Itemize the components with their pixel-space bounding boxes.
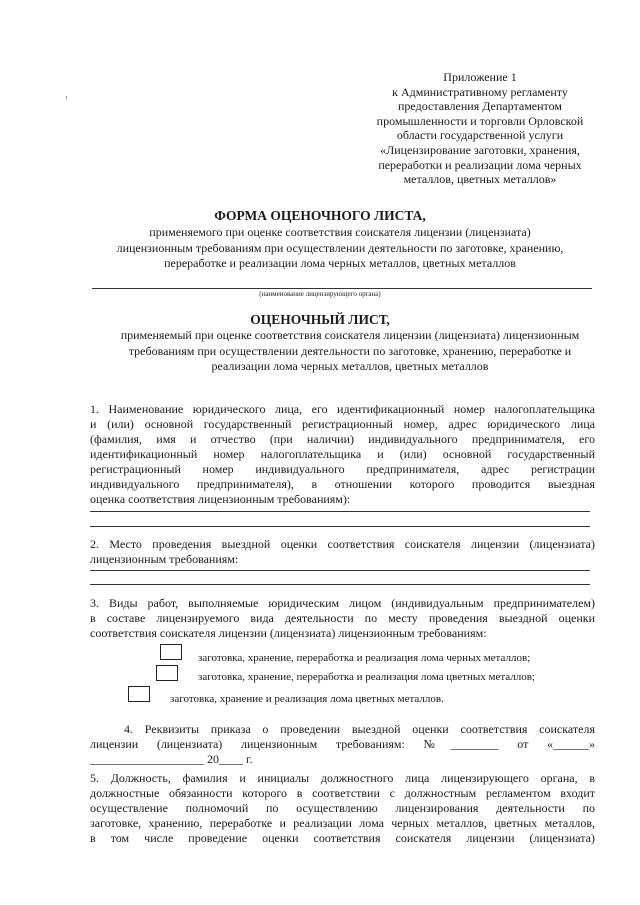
item-4-line: 4. Реквизиты приказа о проведении выездной оценки соответствия соискателя xyxy=(124,722,595,736)
form-title: ФОРМА ОЦЕНОЧНОГО ЛИСТА, xyxy=(214,208,426,223)
appendix-line: Приложение 1 xyxy=(443,70,517,84)
item-1-line: идентификационный номер налогоплательщика и (или) основной государственный xyxy=(90,447,595,461)
item-1-line: индивидуального предпринимателя), в отношении которого проводится выездная xyxy=(90,477,595,491)
item-2-fill-line[interactable] xyxy=(90,584,590,585)
checkbox-nonferrous-partial[interactable] xyxy=(128,686,150,702)
item-4-text xyxy=(90,722,595,767)
item-3-line: соответствия соискателя лицензии (лицензиата) лицензионным требованиям: xyxy=(90,626,487,640)
checkbox-label: заготовка, хранение и реализация лома цветных металлов. xyxy=(170,693,444,705)
checkbox-nonferrous-full[interactable] xyxy=(156,665,178,681)
org-name-line[interactable] xyxy=(92,288,592,289)
form-subtitle-line: лицензионным требованиям при осуществлении деятельности по заготовке, хранению, xyxy=(116,240,564,255)
sheet-subtitle-line: реализации лома черных металлов, цветных металлов xyxy=(211,359,489,373)
sheet-subtitle-line: применяемый при оценке соответствия соискателя лицензии (лицензиата) лицензионным xyxy=(120,328,580,342)
form-subtitle xyxy=(60,225,620,272)
checkbox-ferrous-full[interactable] xyxy=(160,644,182,660)
sheet-title: ОЦЕНОЧНЫЙ ЛИСТ, xyxy=(250,312,390,327)
item-3-text xyxy=(90,596,595,641)
item-2-line: 2. Место проведения выездной оценки соответствия соискателя лицензии (лицензиата) xyxy=(90,537,595,551)
org-caption: (наименование лицензирующего органа) xyxy=(259,290,381,298)
item-1-fill-line[interactable] xyxy=(90,526,590,527)
appendix-line: области государственной услуги xyxy=(396,128,564,143)
appendix-line: к Административному регламенту xyxy=(392,84,568,99)
checkbox-label: заготовка, хранение, переработка и реализация лома цветных металлов; xyxy=(198,671,535,683)
appendix-line: металлов, цветных металлов» xyxy=(403,172,557,187)
item-3-line: 3. Виды работ, выполняемые юридическим лицом (индивидуальным предпринимателем) xyxy=(90,596,595,610)
item-5-line: должностные обязанности которого в соответствии с должностным регламентом входит xyxy=(90,786,595,800)
appendix-header xyxy=(360,70,600,187)
checkbox-label: заготовка, хранение, переработка и реализация лома черных металлов; xyxy=(198,652,531,664)
item-4-line: лицензии (лицензиата) лицензионным требованиям: №________ от «______» xyxy=(90,737,595,751)
margin-mark xyxy=(66,96,67,99)
item-1-text xyxy=(90,402,595,507)
item-4-line: ___________________ 20____ г. xyxy=(90,752,253,766)
appendix-line: промышленности и торговли Орловской xyxy=(376,113,584,128)
item-1-fill-line[interactable] xyxy=(90,511,590,512)
item-1-line: 1. Наименование юридического лица, его идентификационный номер налогоплательщика xyxy=(90,402,595,416)
item-5-line: заготовке, хранению, переработке и реализации лома черных металлов, цветных металлов, xyxy=(90,816,595,830)
item-5-line: осуществление полномочий по осуществлению лицензирования деятельности по xyxy=(90,801,595,815)
appendix-line: «Лицензирование заготовки, хранения, xyxy=(380,142,580,157)
appendix-line: переработки и реализации лома черных xyxy=(378,157,582,172)
item-1-line: регистрационный номер индивидуального предпринимателя, адрес регистрации xyxy=(90,462,595,476)
sheet-subtitle xyxy=(80,328,620,375)
item-5-text xyxy=(90,771,595,846)
item-5-line: в том числе проведение оценки соответствия соискателя лицензии (лицензиата) xyxy=(90,831,595,845)
form-subtitle-line: применяемого при оценке соответствия соискателя лицензии (лицензиата) xyxy=(149,225,531,239)
item-2-line: лицензионным требованиям: xyxy=(90,552,239,566)
item-1-line: и (или) основной государственный регистрационный номер, адрес юридического лица xyxy=(90,417,595,431)
item-3-line: в составе лицензируемого вида деятельности по месту проведения выездной оценки xyxy=(90,611,595,625)
sheet-subtitle-line: требованиям при осуществлении деятельности по заготовке, хранению, переработке и xyxy=(128,343,572,358)
form-subtitle-line: переработке и реализации лома черных металлов, цветных металлов xyxy=(164,256,516,270)
item-5-line: 5. Должность, фамилия и инициалы должностного лица лицензирующего органа, в xyxy=(90,771,595,785)
item-2-fill-line[interactable] xyxy=(90,570,590,571)
item-1-line: оценка соответствия лицензионным требованиям): xyxy=(90,492,351,506)
item-1-line: (фамилия, имя и отчество (при наличии) индивидуального предпринимателя, его xyxy=(90,432,595,446)
appendix-line: предоставления Департаментом xyxy=(398,99,562,114)
item-2-text xyxy=(90,537,595,567)
